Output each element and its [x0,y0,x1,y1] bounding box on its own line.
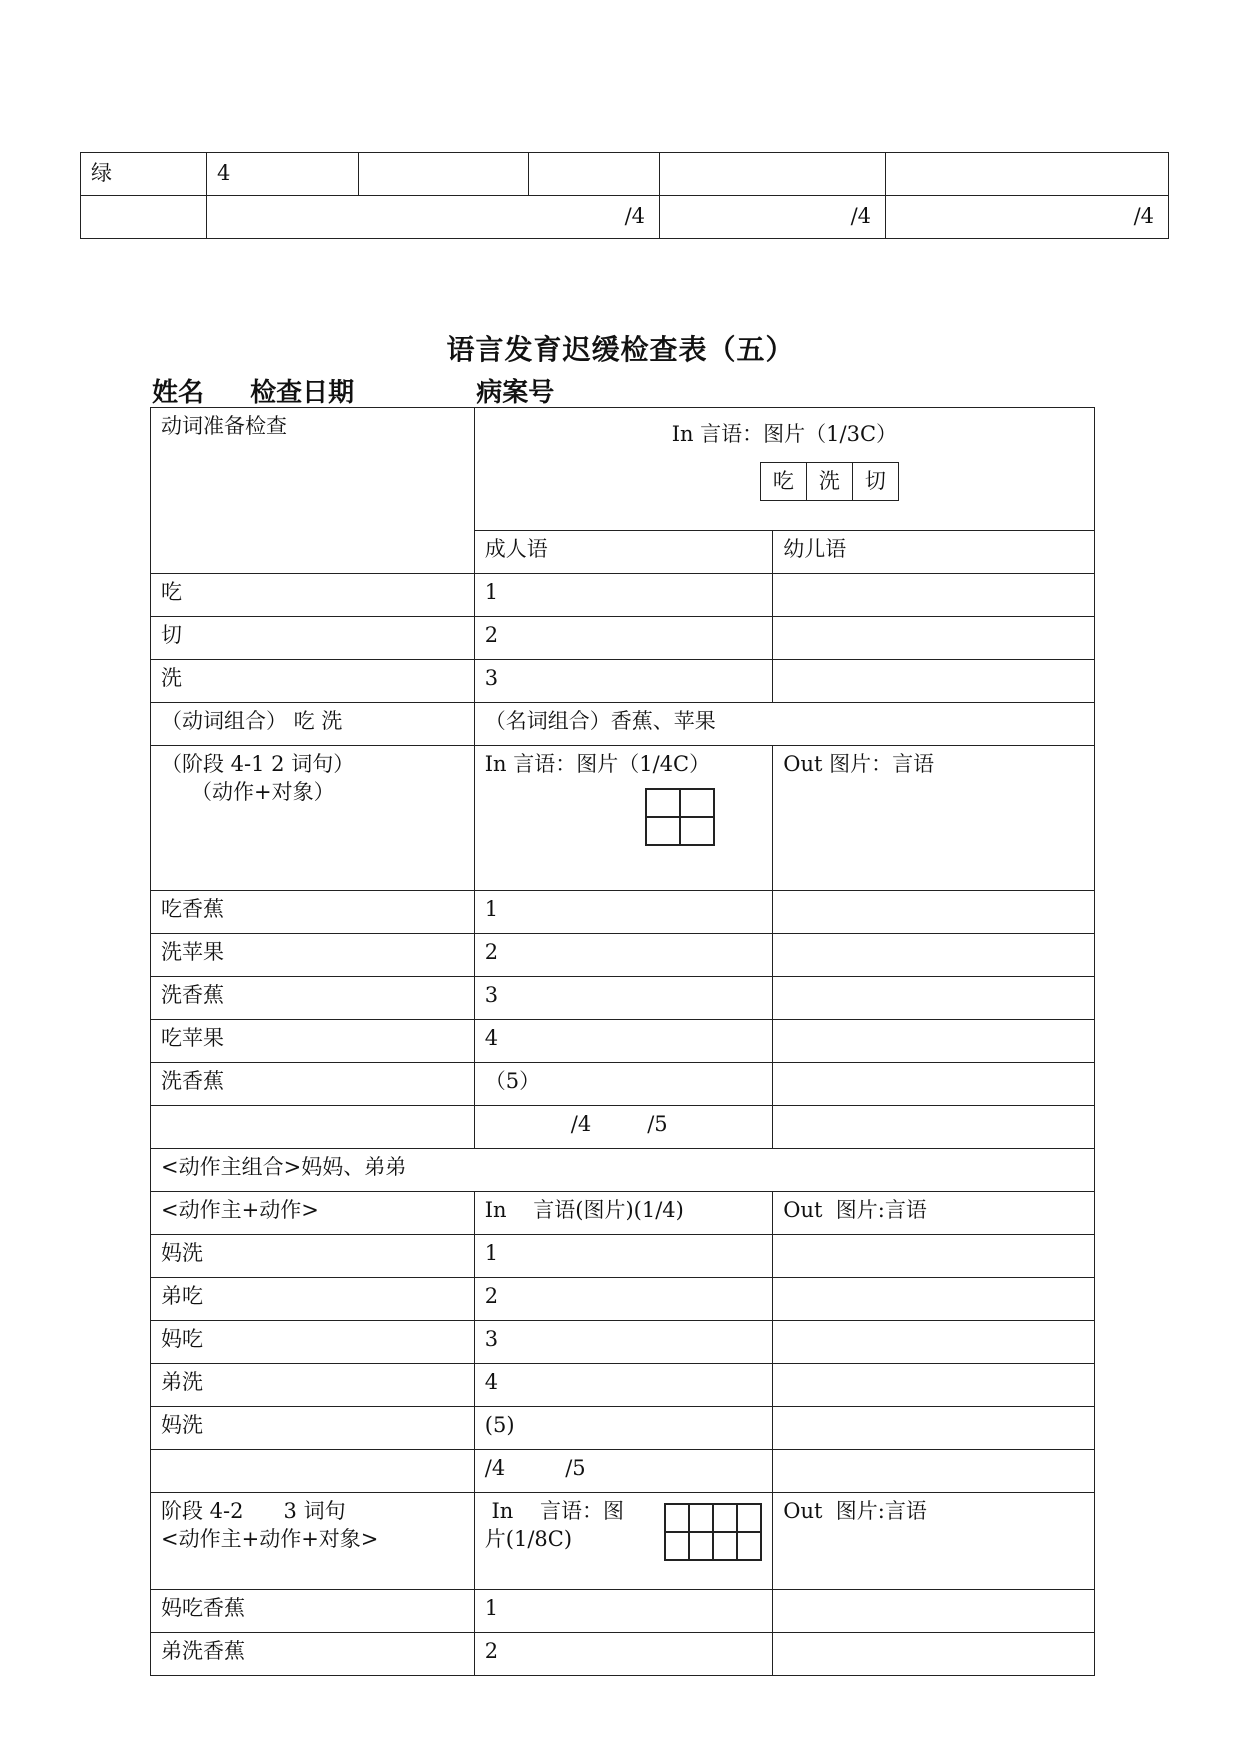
page-title: 语言发育迟缓检查表（五） [446,333,795,366]
score-cell: /4 [886,196,1169,239]
empty-cell [773,1450,1095,1493]
score-a: /4 [570,1112,592,1136]
stage41-out-label: Out 图片：言语 [773,746,1095,891]
item-cell: 洗 [151,660,475,703]
item-cell: 弟洗香蕉 [151,1633,475,1676]
item-cell: 切 [151,617,475,660]
score-cell [474,1106,772,1149]
table-row [151,977,1095,1020]
stage41-in-label: In 言语：图片（1/4C） [484,752,711,776]
noun-combo: （名词组合）香蕉、苹果 [474,703,1094,746]
empty-cell [773,1321,1095,1364]
number-cell: 2 [474,617,772,660]
picture-grid-icon [645,788,715,846]
score-a: /4 [484,1456,506,1480]
empty-cell [773,891,1095,934]
table-row [151,1192,1095,1235]
agent-in-label: In 言语(图片)(1/4) [474,1192,772,1235]
picture-card: 洗 [806,463,852,499]
table-row [151,1407,1095,1450]
top-fragment-table [80,152,1169,239]
table-row [151,703,1095,746]
table-row [151,1149,1095,1192]
item-cell: 妈吃香蕉 [151,1590,475,1633]
score-cell: /4 [660,196,886,239]
name-field-label: 姓名 [152,378,205,408]
cell [529,153,660,196]
stage42-label-cell [151,1493,475,1590]
table-row [151,408,1095,531]
table-row [81,196,1169,239]
stage42-in-cell [474,1493,772,1590]
empty-cell [773,1364,1095,1407]
number-cell: 1 [474,1235,772,1278]
assessment-table [150,407,1095,1676]
score-cell: /4 [207,196,660,239]
empty-cell [773,977,1095,1020]
item-cell: 吃香蕉 [151,891,475,934]
number-cell: 4 [474,1364,772,1407]
empty-cell [773,574,1095,617]
picture-grid-icon [664,1503,762,1561]
cell: 绿 [81,153,207,196]
score-cell [474,1450,772,1493]
stage41-sublabel: （动作+对象） [191,780,335,805]
date-field-label: 检查日期 [250,378,355,408]
item-cell: 妈洗 [151,1407,475,1450]
picture-cards [760,462,899,500]
table-row [151,574,1095,617]
item-cell: 洗香蕉 [151,1063,475,1106]
empty-cell [773,1020,1095,1063]
table-row [151,617,1095,660]
cell [81,196,207,239]
column-header: 幼儿语 [773,531,1095,574]
number-cell: 2 [474,1633,772,1676]
number-cell: 3 [474,1321,772,1364]
empty-cell [773,1407,1095,1450]
number-cell: 3 [474,977,772,1020]
item-cell: 妈吃 [151,1321,475,1364]
empty-cell [151,1450,475,1493]
number-cell: 4 [474,1020,772,1063]
table-row [151,934,1095,977]
stage41-label: （阶段 4-1 2 词句） [161,752,355,776]
empty-cell [773,660,1095,703]
picture-card: 切 [852,463,898,499]
empty-cell [773,1590,1095,1633]
empty-cell [773,1106,1095,1149]
table-row [151,1590,1095,1633]
empty-cell [773,1063,1095,1106]
empty-cell [773,617,1095,660]
empty-cell [773,1278,1095,1321]
table-row [151,1278,1095,1321]
cell [886,153,1169,196]
item-cell: 弟吃 [151,1278,475,1321]
number-cell: 2 [474,934,772,977]
table-row [151,660,1095,703]
number-cell: 1 [474,1590,772,1633]
picture-card: 吃 [772,469,794,494]
number-cell: 2 [474,1278,772,1321]
number-cell: （5） [474,1063,772,1106]
item-cell: 吃苹果 [151,1020,475,1063]
column-header: 成人语 [474,531,772,574]
table-row [151,1493,1095,1590]
stage42-label: 阶段 4-2 3 词句 [161,1499,346,1523]
stage42-sublabel: <动作主+动作+对象> [161,1527,379,1552]
item-cell: 妈洗 [151,1235,475,1278]
stage42-in-label-cont: 片(1/8C) [484,1527,573,1552]
table-row [151,891,1095,934]
table-row [151,1235,1095,1278]
verb-combo: （动词组合） 吃 洗 [151,703,475,746]
verb-check-in-cell [474,408,1094,531]
header-fields [152,372,554,409]
score-b: /5 [565,1456,586,1480]
empty-cell [151,1106,475,1149]
item-cell: 洗苹果 [151,934,475,977]
table-row [151,1106,1095,1149]
table-row [151,1063,1095,1106]
score-b: /5 [647,1112,668,1136]
agent-combo: <动作主组合>妈妈、弟弟 [151,1149,1095,1192]
table-row [151,1321,1095,1364]
stage41-label-cell [151,746,475,891]
item-cell: 弟洗 [151,1364,475,1407]
table-row [151,746,1095,891]
number-cell: 3 [474,660,772,703]
item-cell: 洗香蕉 [151,977,475,1020]
stage42-in-label: In 言语：图 [484,1499,624,1523]
stage42-out-label: Out 图片:言语 [773,1493,1095,1590]
record-field-label: 病案号 [476,378,555,408]
agent-label: <动作主+动作> [151,1192,475,1235]
item-cell: 吃 [151,574,475,617]
empty-cell [773,934,1095,977]
number-cell: (5) [474,1407,772,1450]
table-row [151,1450,1095,1493]
verb-check-label: 动词准备检查 [151,408,475,574]
empty-cell [773,1633,1095,1676]
cell: 4 [207,153,359,196]
agent-out-label: Out 图片:言语 [773,1192,1095,1235]
table-row [81,153,1169,196]
number-cell: 1 [474,574,772,617]
table-row [151,1364,1095,1407]
table-row [151,1633,1095,1676]
stage41-in-cell [474,746,772,891]
cell [359,153,529,196]
empty-cell [773,1235,1095,1278]
verb-check-in-label: In 言语：图片（1/3C） [671,422,898,446]
table-row [151,1020,1095,1063]
cell [660,153,886,196]
number-cell: 1 [474,891,772,934]
